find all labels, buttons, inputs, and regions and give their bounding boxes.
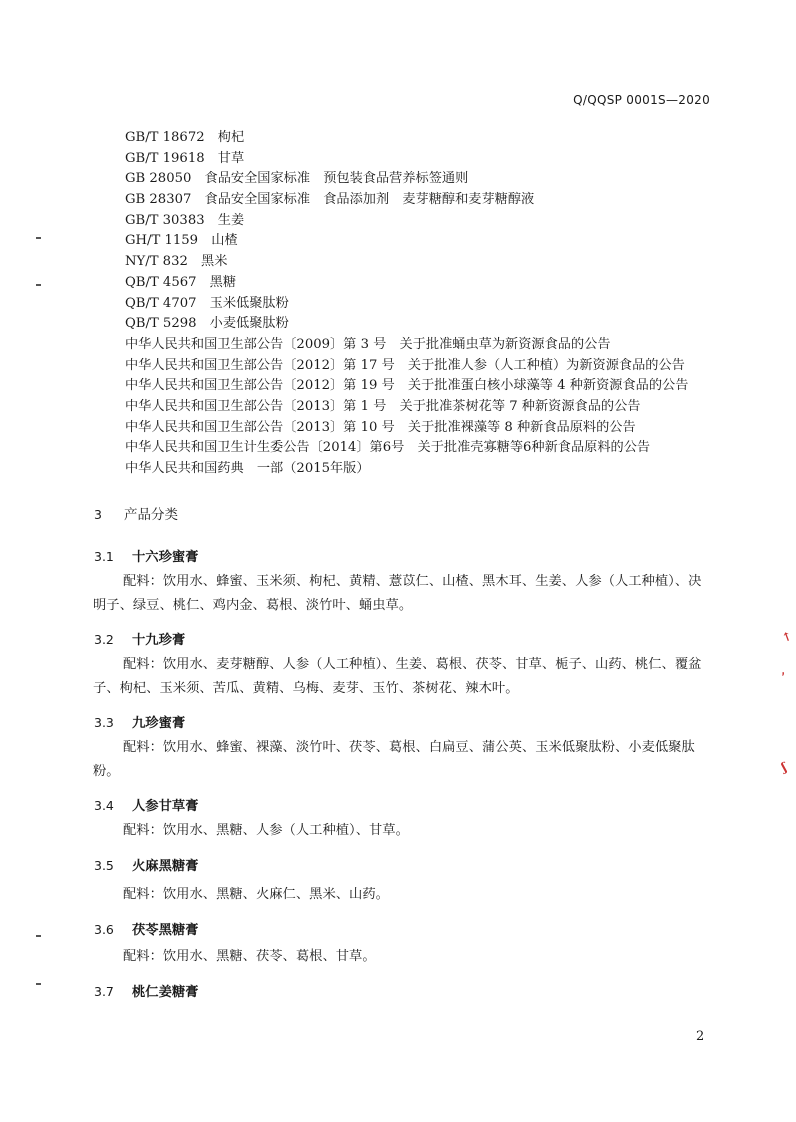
product-number: 3.3	[94, 715, 114, 730]
reference-item: GB/T 18672 枸杞	[125, 130, 245, 145]
reference-item: 中华人民共和国卫生部公告〔2012〕第 17 号 关于批准人参（人工种植）为新资源食品的公告	[125, 357, 685, 373]
product-heading	[94, 855, 198, 874]
scan-mark	[36, 983, 41, 985]
seal-edge-mark: ↑	[779, 628, 795, 646]
product-heading	[94, 981, 198, 1000]
scan-mark	[36, 237, 41, 239]
seal-edge-mark: ʼ	[779, 669, 789, 685]
reference-item: NY/T 832 黑米	[125, 254, 228, 270]
reference-item: 中华人民共和国卫生部公告〔2013〕第 10 号 关于批准裸藻等 8 种新食品原料的公告	[125, 419, 636, 435]
reference-item: 中华人民共和国卫生部公告〔2012〕第 19 号 关于批准蛋白核小球藻等 4 种新资源食品的公告	[125, 378, 689, 394]
section-title: 产品分类	[124, 507, 178, 523]
product-number: 3.5	[94, 858, 114, 873]
product-number: 3.6	[94, 922, 114, 937]
product-name: 茯苓黑糖膏	[132, 923, 199, 938]
product-number: 3.1	[94, 549, 114, 564]
reference-item: QB/T 4567 黑糖	[125, 274, 237, 290]
product-ingredients: 配料：饮用水、黑糖、人参（人工种植）、甘草。	[123, 823, 409, 838]
reference-item: QB/T 4707 玉米低聚肽粉	[125, 295, 289, 311]
product-name: 十六珍蜜膏	[132, 550, 199, 565]
product-name: 桃仁姜糖膏	[132, 985, 199, 1000]
reference-item: GB 28307 食品安全国家标准 食品添加剂 麦芽糖醇和麦芽糖醇液	[125, 192, 535, 208]
reference-item: 中华人民共和国卫生部公告〔2009〕第 3 号 关于批准蛹虫草为新资源食品的公告	[125, 336, 611, 352]
product-number: 3.4	[94, 798, 114, 813]
reference-item: GB 28050 食品安全国家标准 预包装食品营养标签通则	[125, 171, 469, 187]
product-heading	[94, 919, 198, 938]
product-heading	[94, 712, 185, 731]
reference-item: GB/T 30383 生姜	[125, 212, 245, 228]
reference-list	[125, 128, 745, 480]
product-number: 3.7	[94, 984, 114, 999]
product-heading	[94, 546, 198, 565]
section-number: 3	[94, 507, 102, 522]
seal-edge-mark: ʃ	[779, 759, 789, 775]
product-ingredients: 配料：饮用水、黑糖、茯苓、葛根、甘草。	[123, 949, 376, 964]
product-heading	[94, 629, 185, 648]
product-ingredients: 配料：饮用水、蜂蜜、裸藻、淡竹叶、茯苓、葛根、白扁豆、蒲公英、玉米低聚肽粉、小麦低聚肽粉。	[93, 740, 695, 779]
product-ingredients: 配料：饮用水、蜂蜜、玉米须、枸杞、黄精、薏苡仁、山楂、黑木耳、生姜、人参（人工种植）、决明子、绿豆、桃仁、鸡内金、葛根、淡竹叶、蛹虫草。	[93, 574, 702, 613]
reference-item: GB/T 19618 甘草	[125, 150, 245, 166]
product-heading	[94, 795, 198, 814]
reference-item: 中华人民共和国卫生计生委公告〔2014〕第6号 关于批准壳寡糖等6种新食品原料的公告	[125, 440, 651, 456]
product-number: 3.2	[94, 632, 114, 647]
reference-item: 中华人民共和国药典 一部（2015年版）	[125, 461, 370, 476]
product-name: 人参甘草膏	[132, 799, 199, 814]
reference-item: GH/T 1159 山楂	[125, 233, 238, 249]
page-number: 2	[696, 1029, 705, 1044]
scan-mark	[36, 284, 41, 286]
scan-mark	[36, 935, 41, 937]
section-heading	[94, 503, 178, 523]
product-ingredients: 配料：饮用水、麦芽糖醇、人参（人工种植）、生姜、葛根、茯苓、甘草、栀子、山药、桃仁、覆盆子、枸杞、玉米须、苦瓜、黄精、乌梅、麦芽、玉竹、茶树花、辣木叶。	[93, 657, 702, 696]
reference-item: 中华人民共和国卫生部公告〔2013〕第 1 号 关于批准茶树花等 7 种新资源食品的公告	[125, 398, 641, 414]
reference-item: QB/T 5298 小麦低聚肽粉	[125, 316, 289, 332]
product-name: 十九珍膏	[132, 633, 186, 648]
document-number: Q/QQSP 0001S—2020	[573, 93, 710, 107]
product-name: 九珍蜜膏	[132, 716, 186, 731]
product-ingredients: 配料：饮用水、黑糖、火麻仁、黑米、山药。	[123, 887, 389, 902]
product-name: 火麻黑糖膏	[132, 859, 199, 874]
